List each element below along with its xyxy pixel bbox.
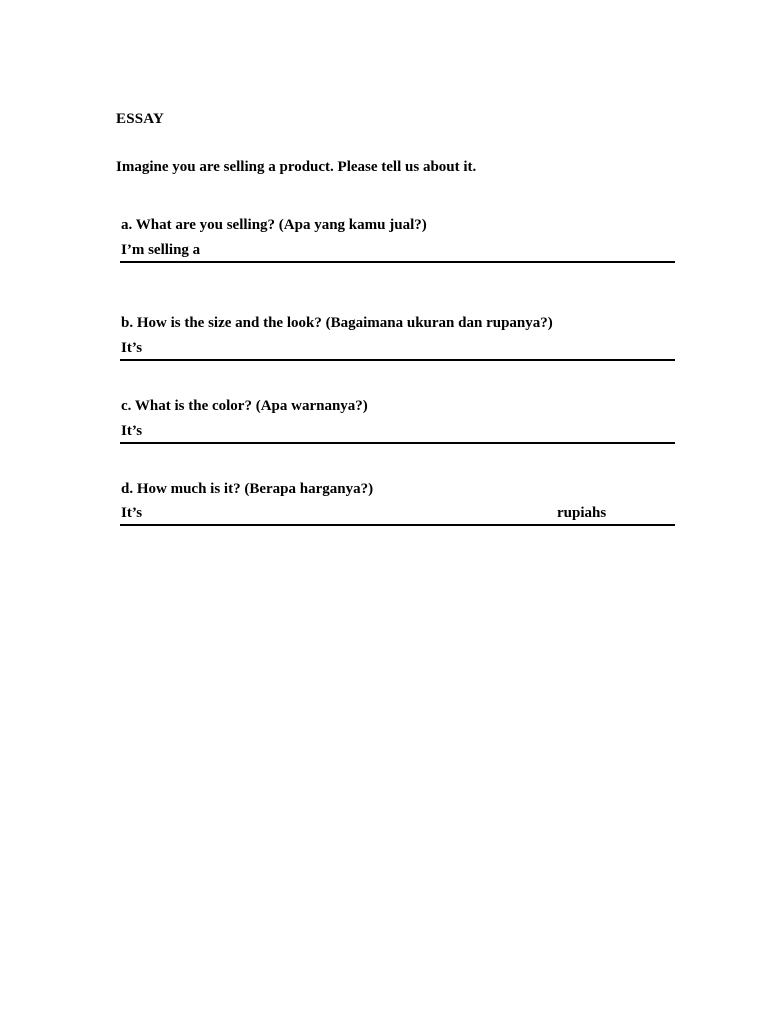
question-b-answer-prefix: It’s [121, 340, 143, 356]
question-c-answer-prefix: It’s [121, 423, 143, 439]
question-c-prompt: c. What is the color? (Apa warnanya?) [121, 398, 368, 414]
question-b-prompt: b. How is the size and the look? (Bagaimana ukuran dan rupanya?) [121, 315, 553, 331]
question-d-answer-prefix: It’s [121, 505, 143, 521]
question-a-answer-prefix: I’m selling a [121, 242, 201, 258]
instruction-text: Imagine you are selling a product. Please tell us about it. [116, 159, 477, 175]
question-d-prompt: d. How much is it? (Berapa harganya?) [121, 481, 374, 497]
question-c-answer-line[interactable] [120, 423, 675, 444]
section-heading: ESSAY [116, 111, 164, 127]
question-a-answer-line[interactable] [120, 242, 675, 263]
question-b-answer-line[interactable] [120, 340, 675, 361]
question-d-answer-line[interactable] [120, 505, 675, 526]
question-d-answer-suffix: rupiahs [557, 505, 607, 521]
question-a-prompt: a. What are you selling? (Apa yang kamu jual?) [121, 217, 427, 233]
